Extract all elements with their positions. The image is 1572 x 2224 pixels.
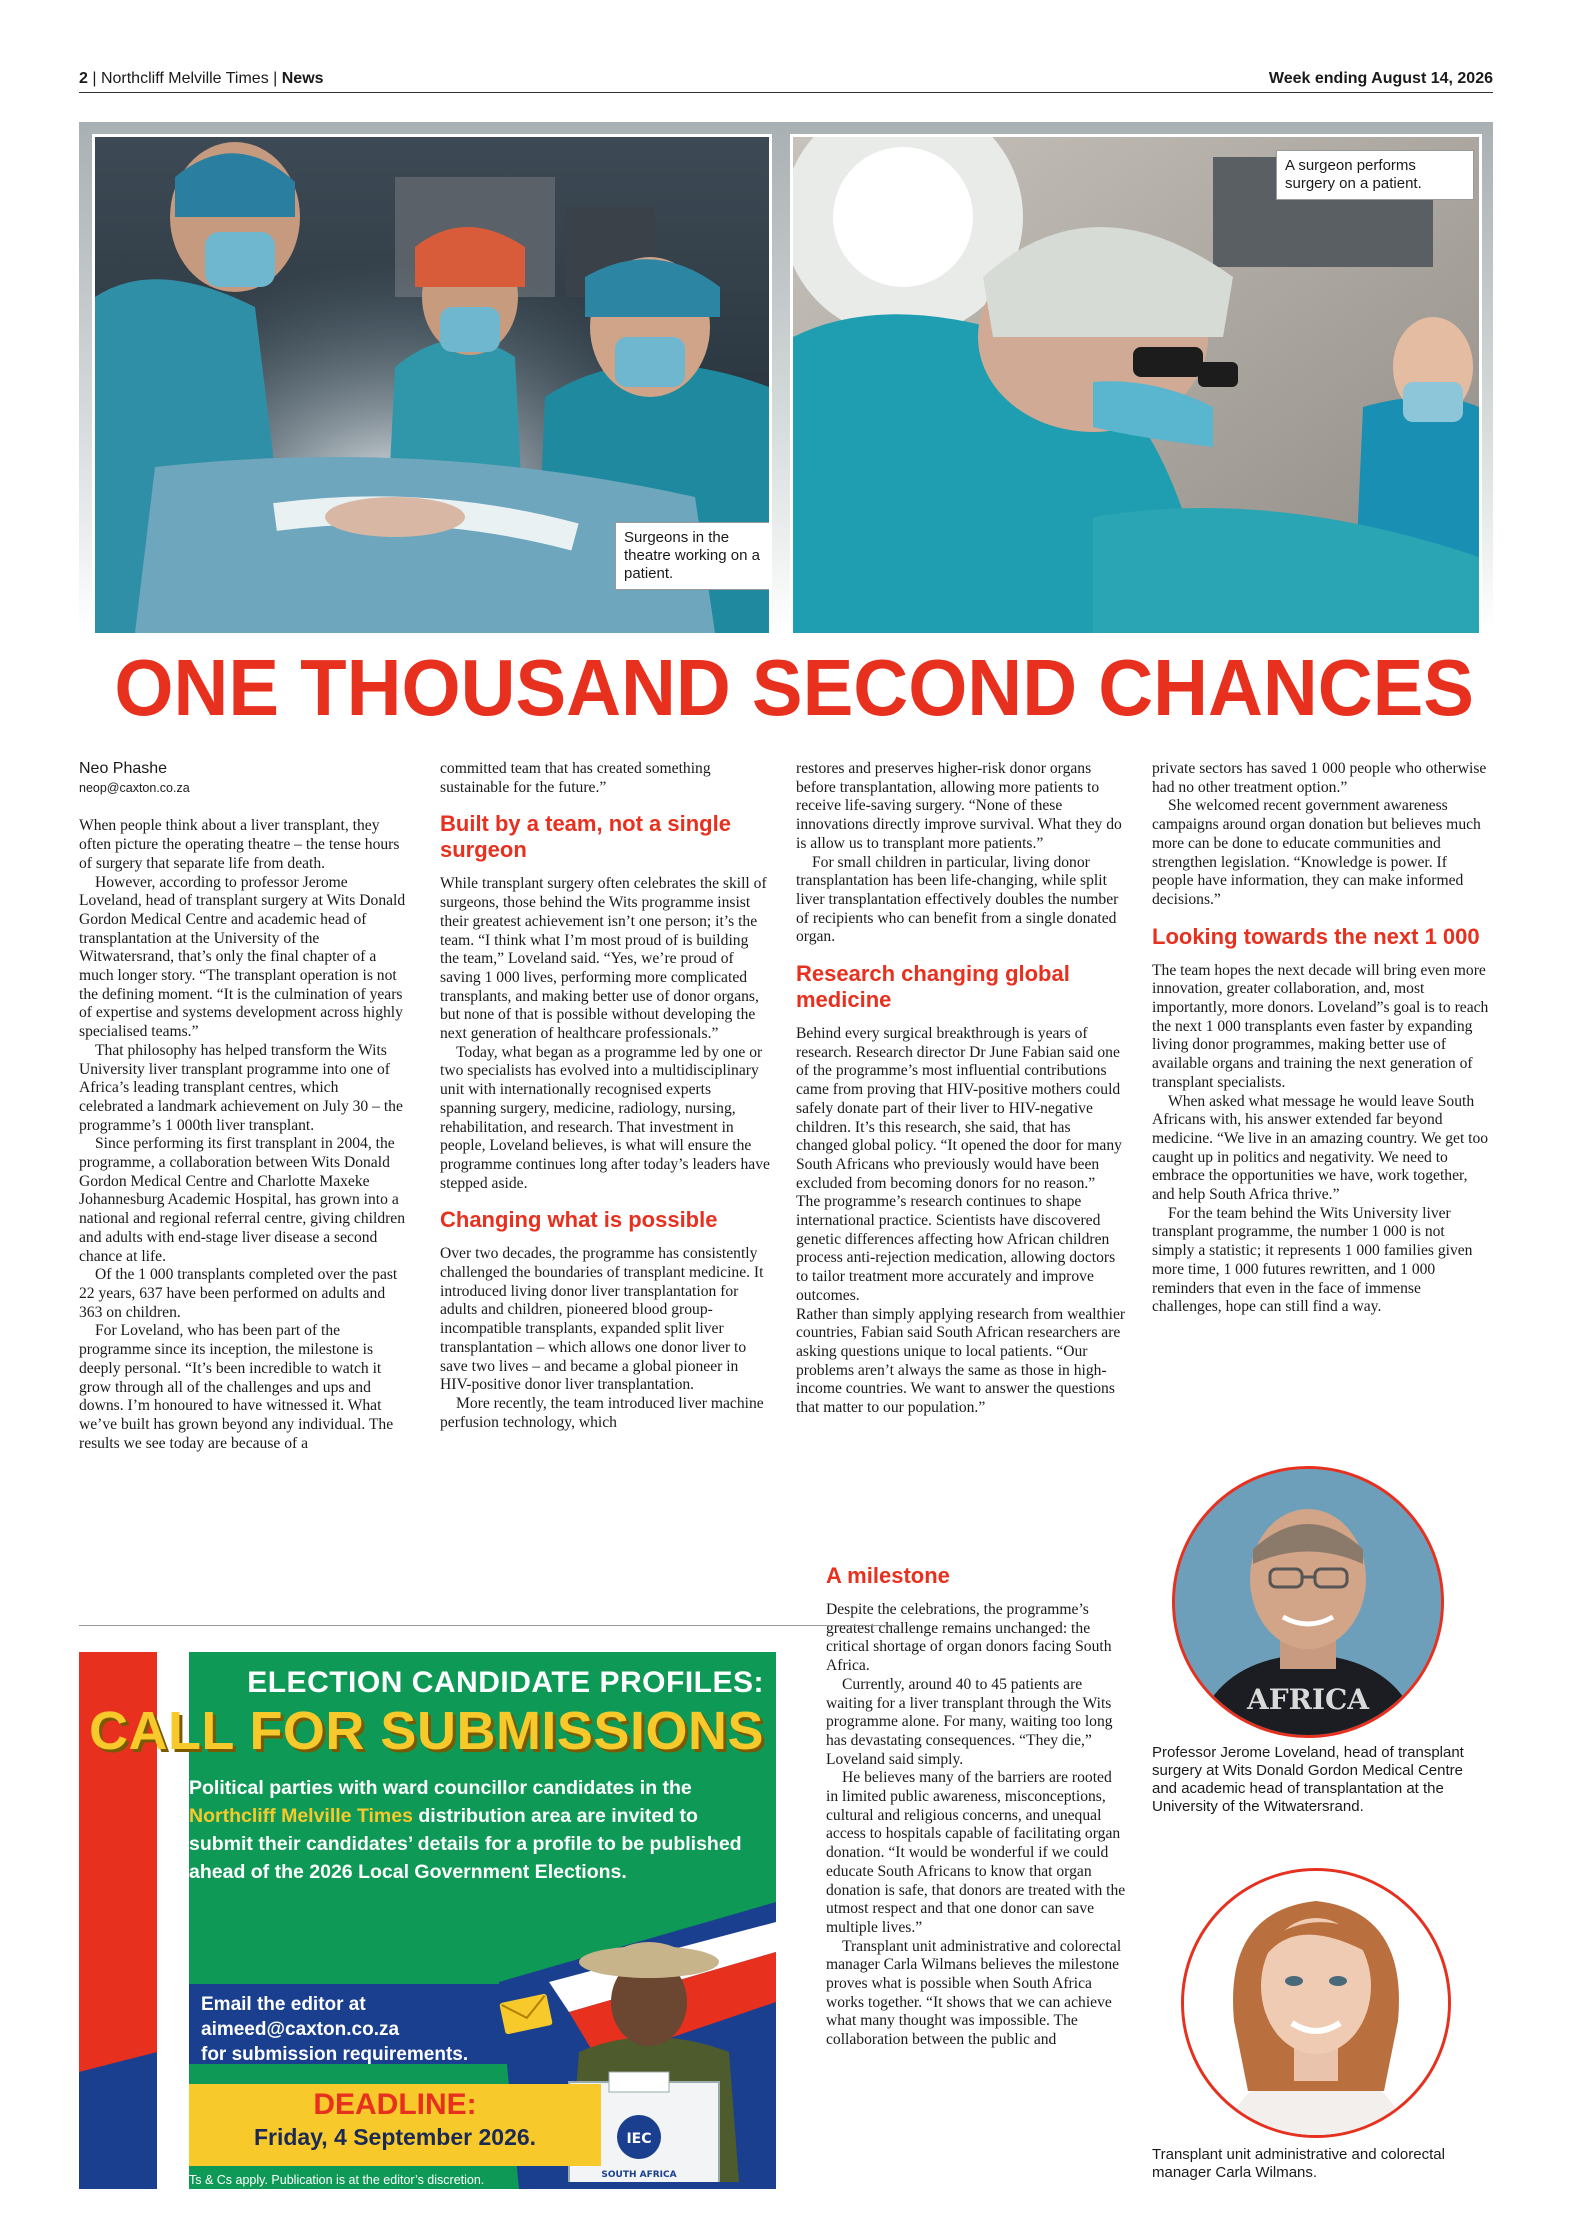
paragraph: More recently, the team introduced liver machine perfusion technology, which — [440, 1394, 764, 1431]
ad-email-line-3: for submission requirements. — [201, 2044, 469, 2065]
paragraph: She welcomed recent government awareness campaigns around organ donation but believes much more can be done to educate communities and strengthen legislation. “Knowledge is power. If people have information, they can make informed decisions.” — [1152, 797, 1481, 908]
loveland-portrait — [1172, 1466, 1444, 1738]
paragraph: The team hopes the next decade will bring even more innovation, greater collaboration, and, most importantly, more donors. Loveland”s goal is to reach the next 1 000 transplants even faster by expanding living donor programmes, making better use of available organs and training the next generation of transplant specialists. — [1152, 961, 1489, 1091]
loveland-caption: Professor Jerome Loveland, head of transplant surgery at Wits Donald Gordon Medical Centre and academic head of transplantation at the University of the Witwatersrand. — [1152, 1744, 1464, 1815]
paragraph: private sectors has saved 1 000 people who otherwise had no other treatment option.” — [1152, 760, 1487, 796]
deadline-date: Friday, 4 September 2026. — [253, 2124, 537, 2150]
envelope-icon — [499, 1992, 555, 2034]
paragraph: When people think about a liver transplant, they often picture the operating theatre – the tense hours of surgery that separate life from death. — [79, 817, 400, 872]
paper-name: Northcliff Melville Times — [100, 70, 269, 87]
wilmans-photo — [1184, 1871, 1448, 2135]
ad-email-line-1: Email the editor at — [201, 1994, 366, 2015]
ad-body — [189, 1774, 749, 1886]
paragraph: Rather than simply applying research from wealthier countries, Fabian said South African researchers are asking questions unique to local patients. “Our problems aren’t always the same as those in high-income countries. We want to answer the questions that matter to our population.” — [796, 1305, 1126, 1417]
paragraph: For Loveland, who has been part of the programme since its inception, the milestone is deeply personal. “It’s been incredible to watch it grow through all of the challenges and ups and downs. I’m honoured to have witnessed it. What we’ve built has grown beyond any individual. The results we see today are because of a — [79, 1322, 394, 1452]
paragraph: Since performing its first transplant in 2004, the programme, a collaboration between Wits Donald Gordon Medical Centre and Charlotte Maxeke Johannesburg Academic Hospital, has grown into a national and regional referral centre, giving children and adults with end-stage liver disease a second chance at life. — [79, 1135, 406, 1265]
byline-email: neop@caxton.co.za — [79, 780, 190, 795]
page-header — [79, 68, 1493, 93]
paragraph: While transplant surgery often celebrates the skill of surgeons, those behind the Wits programme insist their greatest achievement isn’t one person; it’s the team. “I think what I’m most proud of is building the team,” Loveland said. “Yes, we’re proud of saving 1 000 lives, performing more complicated transplants, and making better use of donor organs, but none of that is possible without developing the next generation of healthcare professionals.” — [440, 875, 767, 1043]
headline: ONE THOUSAND SECOND CHANCES — [114, 643, 1475, 732]
paragraph: The programme’s research continues to shape international practice. Scientists have discovered genetic differences affecting how African children process anti-rejection medication, allowing doctors to tailor treatment more accurately and improve outcomes. — [796, 1193, 1116, 1304]
surgery-photo-left — [92, 134, 772, 636]
photo-caption-right: A surgeon performs surgery on a patient. — [1276, 150, 1474, 200]
photo-caption-left: Surgeons in the theatre working on a patient. — [615, 522, 772, 590]
wilmans-caption: Transplant unit administrative and colorectal manager Carla Wilmans. — [1152, 2146, 1445, 2181]
subhead: A milestone — [826, 1563, 950, 1588]
paragraph: Despite the celebrations, the programme’s greatest challenge remains unchanged: the critical shortage of organ donors facing South Africa. — [826, 1601, 1112, 1675]
paragraph: When asked what message he would leave South Africans with, his answer extended far beyond medicine. “We live in an amazing country. We get too caught up in politics and negativity. We need to embrace the opportunities we have, work together, and help South Africa thrive.” — [1152, 1092, 1489, 1204]
iec-logo-text: IEC — [626, 2131, 652, 2147]
surgeon-closeup-illustration — [793, 137, 1479, 633]
subhead: Looking towards the next 1 000 — [1152, 923, 1480, 949]
paragraph: However, according to professor Jerome Loveland, head of transplant surgery at Wits Donald Gordon Medical Centre and academic head of transplantation at the University of the Witwatersrand, that’s only the final chapter of a much longer story. “The transplant operation is not the defining moment. “It is the culmination of years of expertise and systems development across highly specialised teams.” — [79, 873, 406, 1041]
election-ad — [79, 1652, 776, 2189]
page-number: 2 — [79, 70, 88, 87]
subhead: Built by a team, not a single surgeon — [440, 811, 731, 863]
paragraph: Currently, around 40 to 45 patients are waiting for a liver transplant through the Wits programme alone. For many, waiting too long has devastating consequences. “They die,” Loveland said simply. — [826, 1675, 1113, 1768]
issue-date: Week ending August 14, 2026 — [1268, 70, 1493, 87]
wilmans-portrait — [1181, 1868, 1451, 2138]
subhead: Changing what is possible — [440, 1207, 718, 1233]
ad-title-line-1: ELECTION CANDIDATE PROFILES: — [247, 1666, 764, 1699]
paragraph: Of the 1 000 transplants completed over the past 22 years, 637 have been performed on adults and 363 on children. — [79, 1266, 398, 1321]
ad-body-a: Political parties with ward councillor candidates in the — [189, 1777, 692, 1799]
paragraph: restores and preserves higher-risk donor organs before transplantation, allowing more patients to receive life-saving surgery. “None of these innovations directly improve survival. What they do is allow us to transplant more patients.” — [796, 760, 1122, 852]
deadline-box — [189, 2084, 601, 2166]
subhead: Research changing global medicine — [796, 961, 1070, 1013]
article-column-3-lower — [826, 1563, 1126, 2050]
paragraph: Transplant unit administrative and colorectal manager Carla Wilmans believes the milestone proves what is possible when South Africa works together. “It shows that we can achieve what many thought was impossible. The collaboration between the public and — [826, 1937, 1122, 2049]
ad-title-line-2: CALL FOR SUBMISSIONS — [88, 1701, 764, 1761]
paragraph: For the team behind the Wits University liver transplant programme, the number 1 000 is not simply a statistic; it represents 1 000 families given more time, 1 000 futures rewritten, and 1 000 reminders that even in the face of immense challenges, hope can still find a way. — [1152, 1204, 1473, 1316]
paragraph: committed team that has created something sustainable for the future.” — [440, 760, 711, 796]
ad-body-b: distribution area are invited to submit their candidates’ details for a profile to be published ahead of the 2026 Local Government Elections. — [189, 1805, 742, 1883]
paragraph: He believes many of the barriers are rooted in limited public awareness, misconceptions, cultural and religious concerns, and unequal access to hospitals capable of facilitating organ donation. “It would be wonderful if we could educate South Africans to know that organ donation is safe, that donors are treated with the utmost respect and that one donor can save multiple lives.” — [826, 1769, 1126, 1936]
ad-divider — [79, 1625, 894, 1626]
surgery-photo-right — [790, 134, 1482, 636]
paragraph: Over two decades, the programme has consistently challenged the boundaries of transplant medicine. It introduced living donor liver transplantation for adults and children, pioneered blood group-incompatible transplants, expanded split liver transplantation – which allows one donor liver to save two lives – and became a global pioneer in HIV-positive donor liver transplantation. — [440, 1245, 764, 1394]
article-column-4 — [1152, 760, 1490, 1317]
loveland-photo — [1175, 1469, 1441, 1735]
article-column-3 — [796, 760, 1126, 1418]
article-column-1 — [79, 760, 406, 1453]
article-column-2 — [440, 760, 770, 1432]
deadline-label: DEADLINE: — [313, 2088, 477, 2121]
ad-email-box — [189, 1984, 544, 2064]
byline-name: Neo Phashe — [79, 760, 168, 777]
ballot-country-text: SOUTH AFRICA — [601, 2170, 677, 2180]
ad-body-highlight: Northcliff Melville Times — [189, 1805, 413, 1827]
page-folio: 2 | Northcliff Melville Times | News — [79, 70, 324, 87]
paragraph: Behind every surgical breakthrough is years of research. Research director Dr June Fabian said one of the programme’s most influential contributions came from proving that HIV-positive mothers could safely donate part of their liver to HIV-negative children. It’s this research, she said, that has changed global policy. “It opened the door for many South Africans who previously would have been excluded from becoming donors for no reason.” — [796, 1025, 1122, 1192]
photo-band — [79, 122, 1493, 632]
paragraph: For small children in particular, living donor transplantation has been life-changing, while split liver transplantation effectively doubles the number of recipients who can benefit from a single donated organ. — [796, 853, 1119, 946]
section-name: News — [281, 70, 324, 87]
paragraph: That philosophy has helped transform the Wits University liver transplant programme into one of Africa’s leading transplant centres, which celebrated a landmark achievement on July 30 – the programme’s 1 000th liver transplant. — [79, 1041, 403, 1134]
shirt-print: AFRICA — [1247, 1683, 1369, 1716]
ad-terms: Ts & Cs apply. Publication is at the editor’s discretion. — [189, 2173, 485, 2187]
ad-email-address[interactable]: aimeed@caxton.co.za — [201, 2019, 400, 2040]
paragraph: Today, what began as a programme led by one or two specialists has evolved into a multidisciplinary unit with internationally recognised experts spanning surgery, medicine, radiology, nursing, rehabilitation, and research. That investment in people, Loveland believes, is what will ensure the programme continues long after today’s leaders have stepped aside. — [440, 1043, 770, 1192]
